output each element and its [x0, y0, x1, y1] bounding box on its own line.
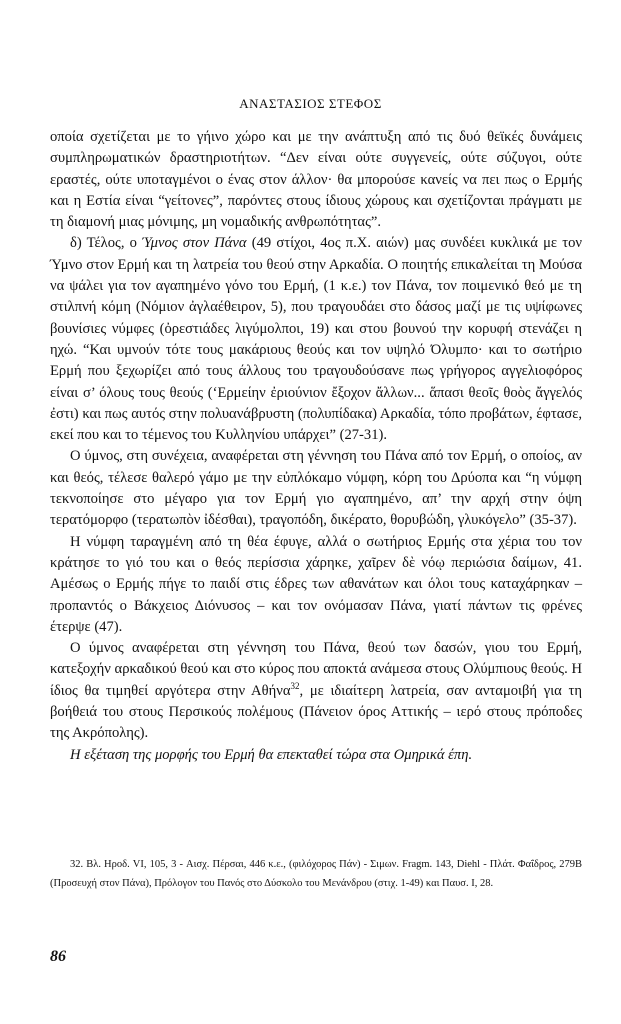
paragraph-2 [50, 233, 582, 446]
paragraph-6: Η εξέταση της μορφής του Ερμή θα επεκταθεί τώρα στα Ομηρικά έπη. [70, 746, 473, 763]
paragraph-5-lead: Ο ύμνος αναφέρεται στη γέννηση του Πάνα, θεού των δασών, γιου του Ερμή, κατεξοχήν αρκαδικού θεού και στο κύρος που αποκτά ανάμεσα στους Ολύμπιους θεούς. Η ίδιος θα τιμηθεί αργότερα στην Αθήνα [50, 640, 582, 699]
paragraph-5 [50, 638, 582, 744]
main-text [50, 127, 582, 766]
page-number: 86 [50, 948, 66, 965]
footnotes [50, 855, 582, 893]
hymn-title: Ύμνος στον Πάνα [142, 235, 247, 252]
footnote-32: 32. Βλ. Ηροδ. VI, 105, 3 - Αισχ. Πέρσαι, 446 κ.ε., (φιλόχορος Πάν) - Σιμων. Fragm. 143, Diehl - Πλάτ. Φαΐδρος, 279Β (Προσευχή στον Πάνα), Πρόλογον του Πανός στο Δύσκολο του Μενάνδρου (στιχ. 1-49) και Παυσ. Ι, 28. [50, 859, 582, 889]
paragraph-1: οποία σχετίζεται με το γήινο χώρο και με την ανάπτυξη από τις δυό θεϊκές δυνάμεις συμπληρωματικών δραστηριοτήτων. “Δεν είναι ούτε συγγενείς, ούτε σύζυγοι, ούτε εραστές, ούτε υποταγμένοι ο ένας στον άλλον· θα μπορούσε κανείς να πει πως ο Ερμής και η Εστία είναι “γείτονες”, παρόντες στους ίδιους χώρους και σχετίζονται πράγματι με τη διαμονή μιας μόνιμης, μη νομαδικής ανθρωπότητας”. [50, 129, 582, 231]
footnote-ref-32: 32 [290, 680, 300, 691]
running-head: ΑΝΑΣΤΑΣΙΟΣ ΣΤΕΦΟΣ [239, 96, 382, 111]
paragraph-4: Η νύμφη ταραγμένη από τη θέα έφυγε, αλλά ο σωτήριος Ερμής στα χέρια του τον κράτησε το γιό του και ο θεός περίσσια χάρηκε, χαῖρεν δὲ νόῳ περιώσια δαίμων, 41. Αμέσως ο Ερμής πήγε το παιδί στις έδρες των αθανάτων και όλοι τους καταχάρηκαν – προπαντός ο Βάκχειος Διόνυσος – και τον ονόμασαν Πάνα, γιατί πάντων τις φρένες έτερψε (47). [50, 533, 582, 635]
paragraph-3: Ο ύμνος, στη συνέχεια, αναφέρεται στη γέννηση του Πάνα από τον Ερμή, ο οποίος, αν και θεός, τέλεσε θαλερό γάμο με την εὐπλόκαμο νύμφη, κόρη του Δρύοπα και “η νύμφη τεκνοποίησε στο μέγαρο για τον Ερμή γιο αγαπημένο, απ’ την αρχή στην όψη τερατόμορφο (τερατωπὸν ἰδέσθαι), τραγοπόδη, δικέρατο, θορυβώδη, γλυκόγελο” (35-37). [50, 448, 582, 529]
paragraph-5-rest: , με ιδιαίτερη λατρεία, σαν ανταμοιβή για τη βοήθειά του στους Περσικούς πολέμους (Πάνειον όρος Αττικής – ιερό στους πρόποδες της Ακρόπολης). [50, 682, 582, 742]
paragraph-2-lead: δ) Τέλος, ο [70, 235, 143, 252]
paragraph-2-rest: (49 στίχοι, 4ος π.Χ. αιών) μας συνδέει κυκλικά με τον Ύμνο στον Ερμή και τη λατρεία του θεού στην Αρκαδία. Ο ποιητής επικαλείται τη Μούσα να ψάλει για τον αγαπημένο γόνο του Ερμή, (1 κ.ε.) τον Πάνα, τον ποιμενικό θεό με τη στιλπνή κόμη (Νόμιον ἀγλαέθειρον, 5), που τραγουδάει στο δάσος μαζί με τις υψίφωνες βουνίσιες νύμφες (ὀρεστιάδες λιγύμολποι, 19) και στου βουνού την κορυφή στενάζει η ηχώ. “Και υμνούν τότε τους μακάριους θεούς και τον υψηλό Όλυμπο· και το σωτήριο Ερμή που ξεχωρίζει από τους άλλους του τραγουδούσανε πως γρήγορος αγγελιοφόρος είναι σ’ όλους τους θεούς (‘Ερμείην ἐριούνιον ἔξοχον ἄλλων... ἅπασι θεοῖς θοὸς ἄγγελός ἐστι) και πως αυτός στην πολυανάβρυστη (πολυπίδακα) Αρκαδία, τόπο προβάτων, έφτασε, εκεί που και το τέμενος του Κυλληνίου υπάρχει” (27-31). [50, 235, 582, 444]
